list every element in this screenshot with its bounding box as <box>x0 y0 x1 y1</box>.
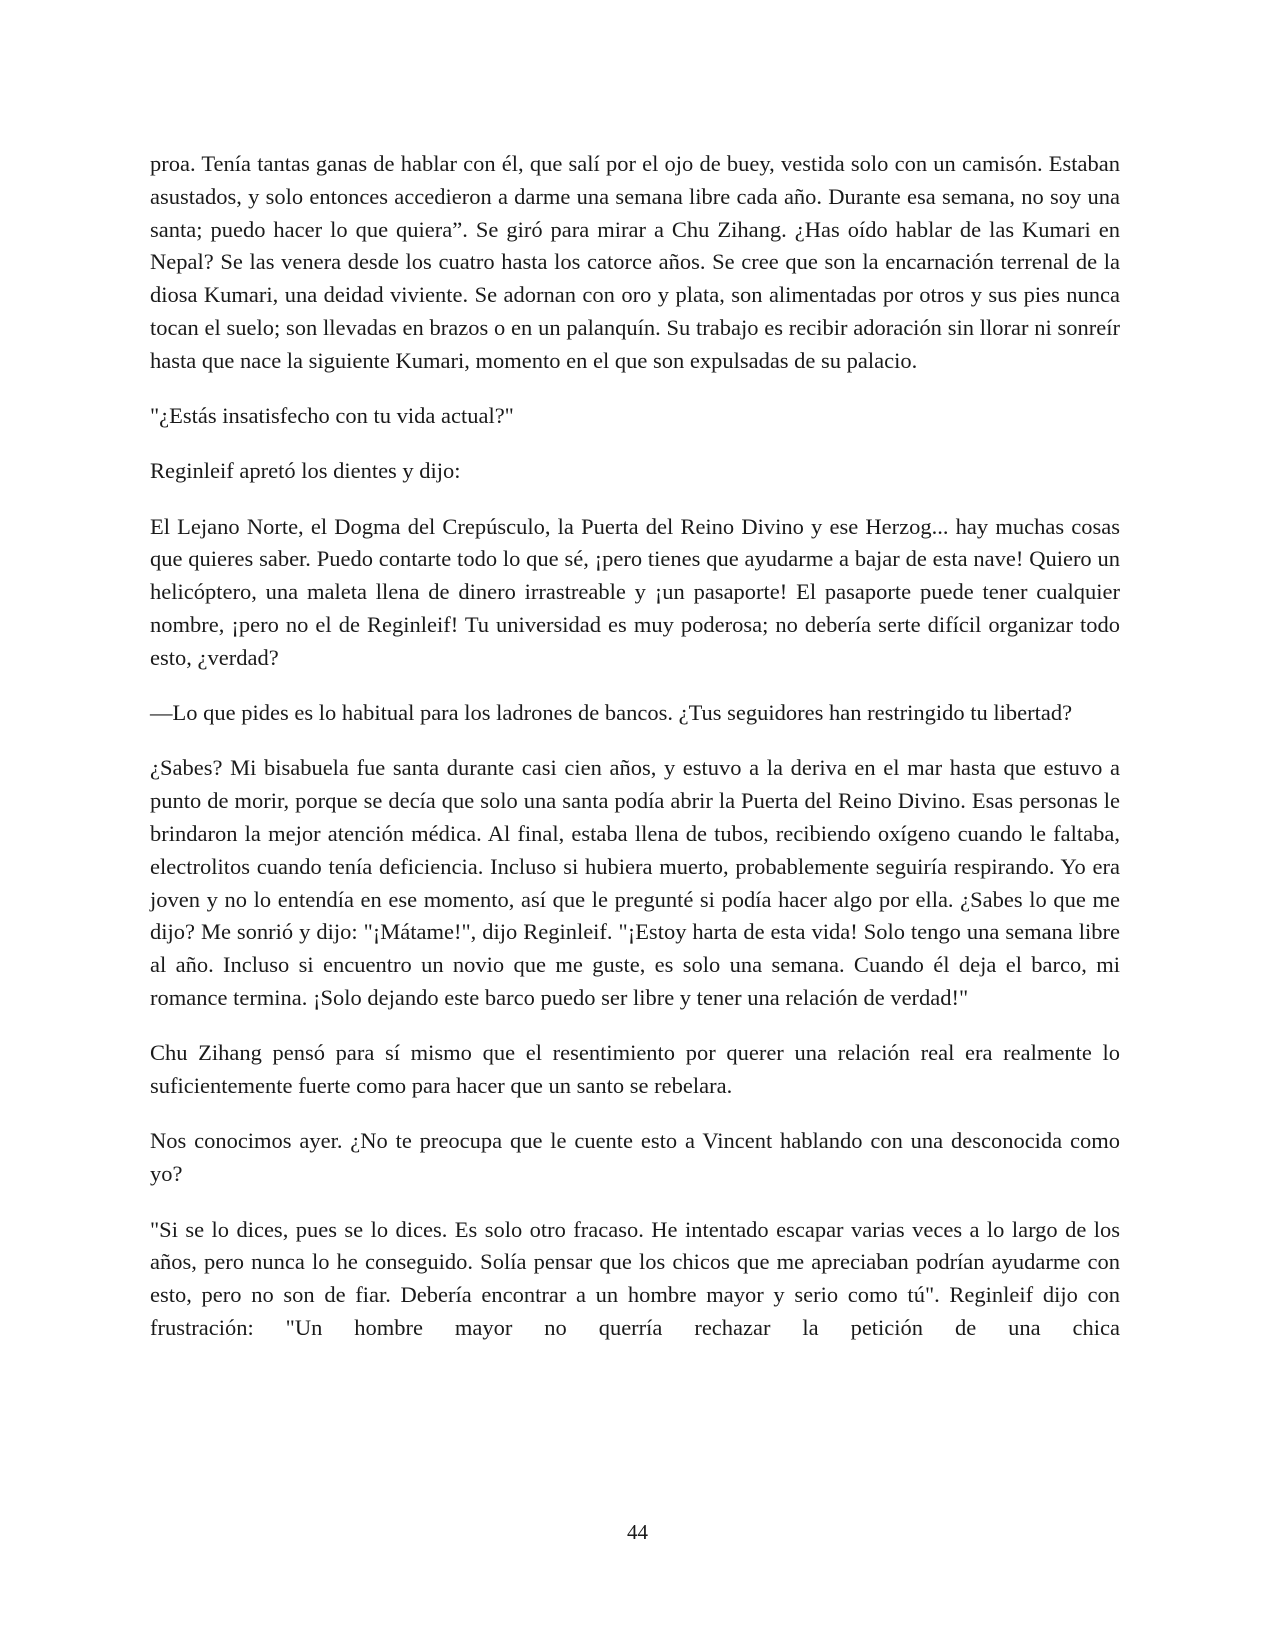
paragraph-9: "Si se lo dices, pues se lo dices. Es solo otro fracaso. He intentado escapar varias veces a lo largo de los años, pero nunca lo he conseguido. Solía pensar que los chicos que me apreciaban podrían ayudarme con esto, pero no son de fiar. Debería encontrar a un hombre mayor y serio como tú". Reginleif dijo con frustración: "Un hombre mayor no querría rechazar la petición de una chica <box>150 1216 1120 1340</box>
paragraph-6: ¿Sabes? Mi bisabuela fue santa durante casi cien años, y estuvo a la deriva en el mar hasta que estuvo a punto de morir, porque se decía que solo una santa podía abrir la Puerta del Reino Divino. Esas personas le brindaron la mejor atención médica. Al final, estaba llena de tubos, recibiendo oxígeno cuando le faltaba, electrolitos cuando tenía deficiencia. Incluso si hubiera muerto, probablemente seguiría respirando. Yo era joven y no lo entendía en ese momento, así que le pregunté si podía hacer algo por ella. ¿Sabes lo que me dijo? Me sonrió y dijo: "¡Mátame!", dijo Reginleif. "¡Estoy harta de esta vida! Solo tengo una semana libre al año. Incluso si encuentro un novio que me guste, es solo una semana. Cuando él deja el barco, mi romance termina. ¡Solo dejando este barco puedo ser libre y tener una relación de verdad!" <box>150 755 1120 1011</box>
paragraph-7: Chu Zihang pensó para sí mismo que el resentimiento por querer una relación real era realmente lo suficientemente fuerte como para hacer que un santo se rebelara. <box>150 1040 1120 1099</box>
body-text <box>150 148 1120 1345</box>
paragraph-8: Nos conocimos ayer. ¿No te preocupa que le cuente esto a Vincent hablando con una desconocida como yo? <box>150 1128 1120 1187</box>
paragraph-3: Reginleif apretó los dientes y dijo: <box>150 458 461 484</box>
paragraph-2: "¿Estás insatisfecho con tu vida actual?" <box>150 403 514 429</box>
paragraph-4: El Lejano Norte, el Dogma del Crepúsculo, la Puerta del Reino Divino y ese Herzog... hay muchas cosas que quieres saber. Puedo contarte todo lo que sé, ¡pero tienes que ayudarme a bajar de esta nave! Quiero un helicóptero, una maleta llena de dinero irrastreable y ¡un pasaporte! El pasaporte puede tener cualquier nombre, ¡pero no el de Reginleif! Tu universidad es muy poderosa; no debería serte difícil organizar todo esto, ¿verdad? <box>150 513 1120 670</box>
page-number: 44 <box>627 1520 648 1544</box>
paragraph-1: proa. Tenía tantas ganas de hablar con él, que salí por el ojo de buey, vestida solo con un camisón. Estaban asustados, y solo entonces accedieron a darme una semana libre cada año. Durante esa semana, no soy una santa; puedo hacer lo que quiera”. Se giró para mirar a Chu Zihang. ¿Has oído hablar de las Kumari en Nepal? Se las venera desde los cuatro hasta los catorce años. Se cree que son la encarnación terrenal de la diosa Kumari, una deidad viviente. Se adornan con oro y plata, son alimentadas por otros y sus pies nunca tocan el suelo; son llevadas en brazos o en un palanquín. Su trabajo es recibir adoración sin llorar ni sonreír hasta que nace la siguiente Kumari, momento en el que son expulsadas de su palacio. <box>150 151 1120 373</box>
paragraph-5: —Lo que pides es lo habitual para los ladrones de bancos. ¿Tus seguidores han restringido tu libertad? <box>150 700 1073 726</box>
